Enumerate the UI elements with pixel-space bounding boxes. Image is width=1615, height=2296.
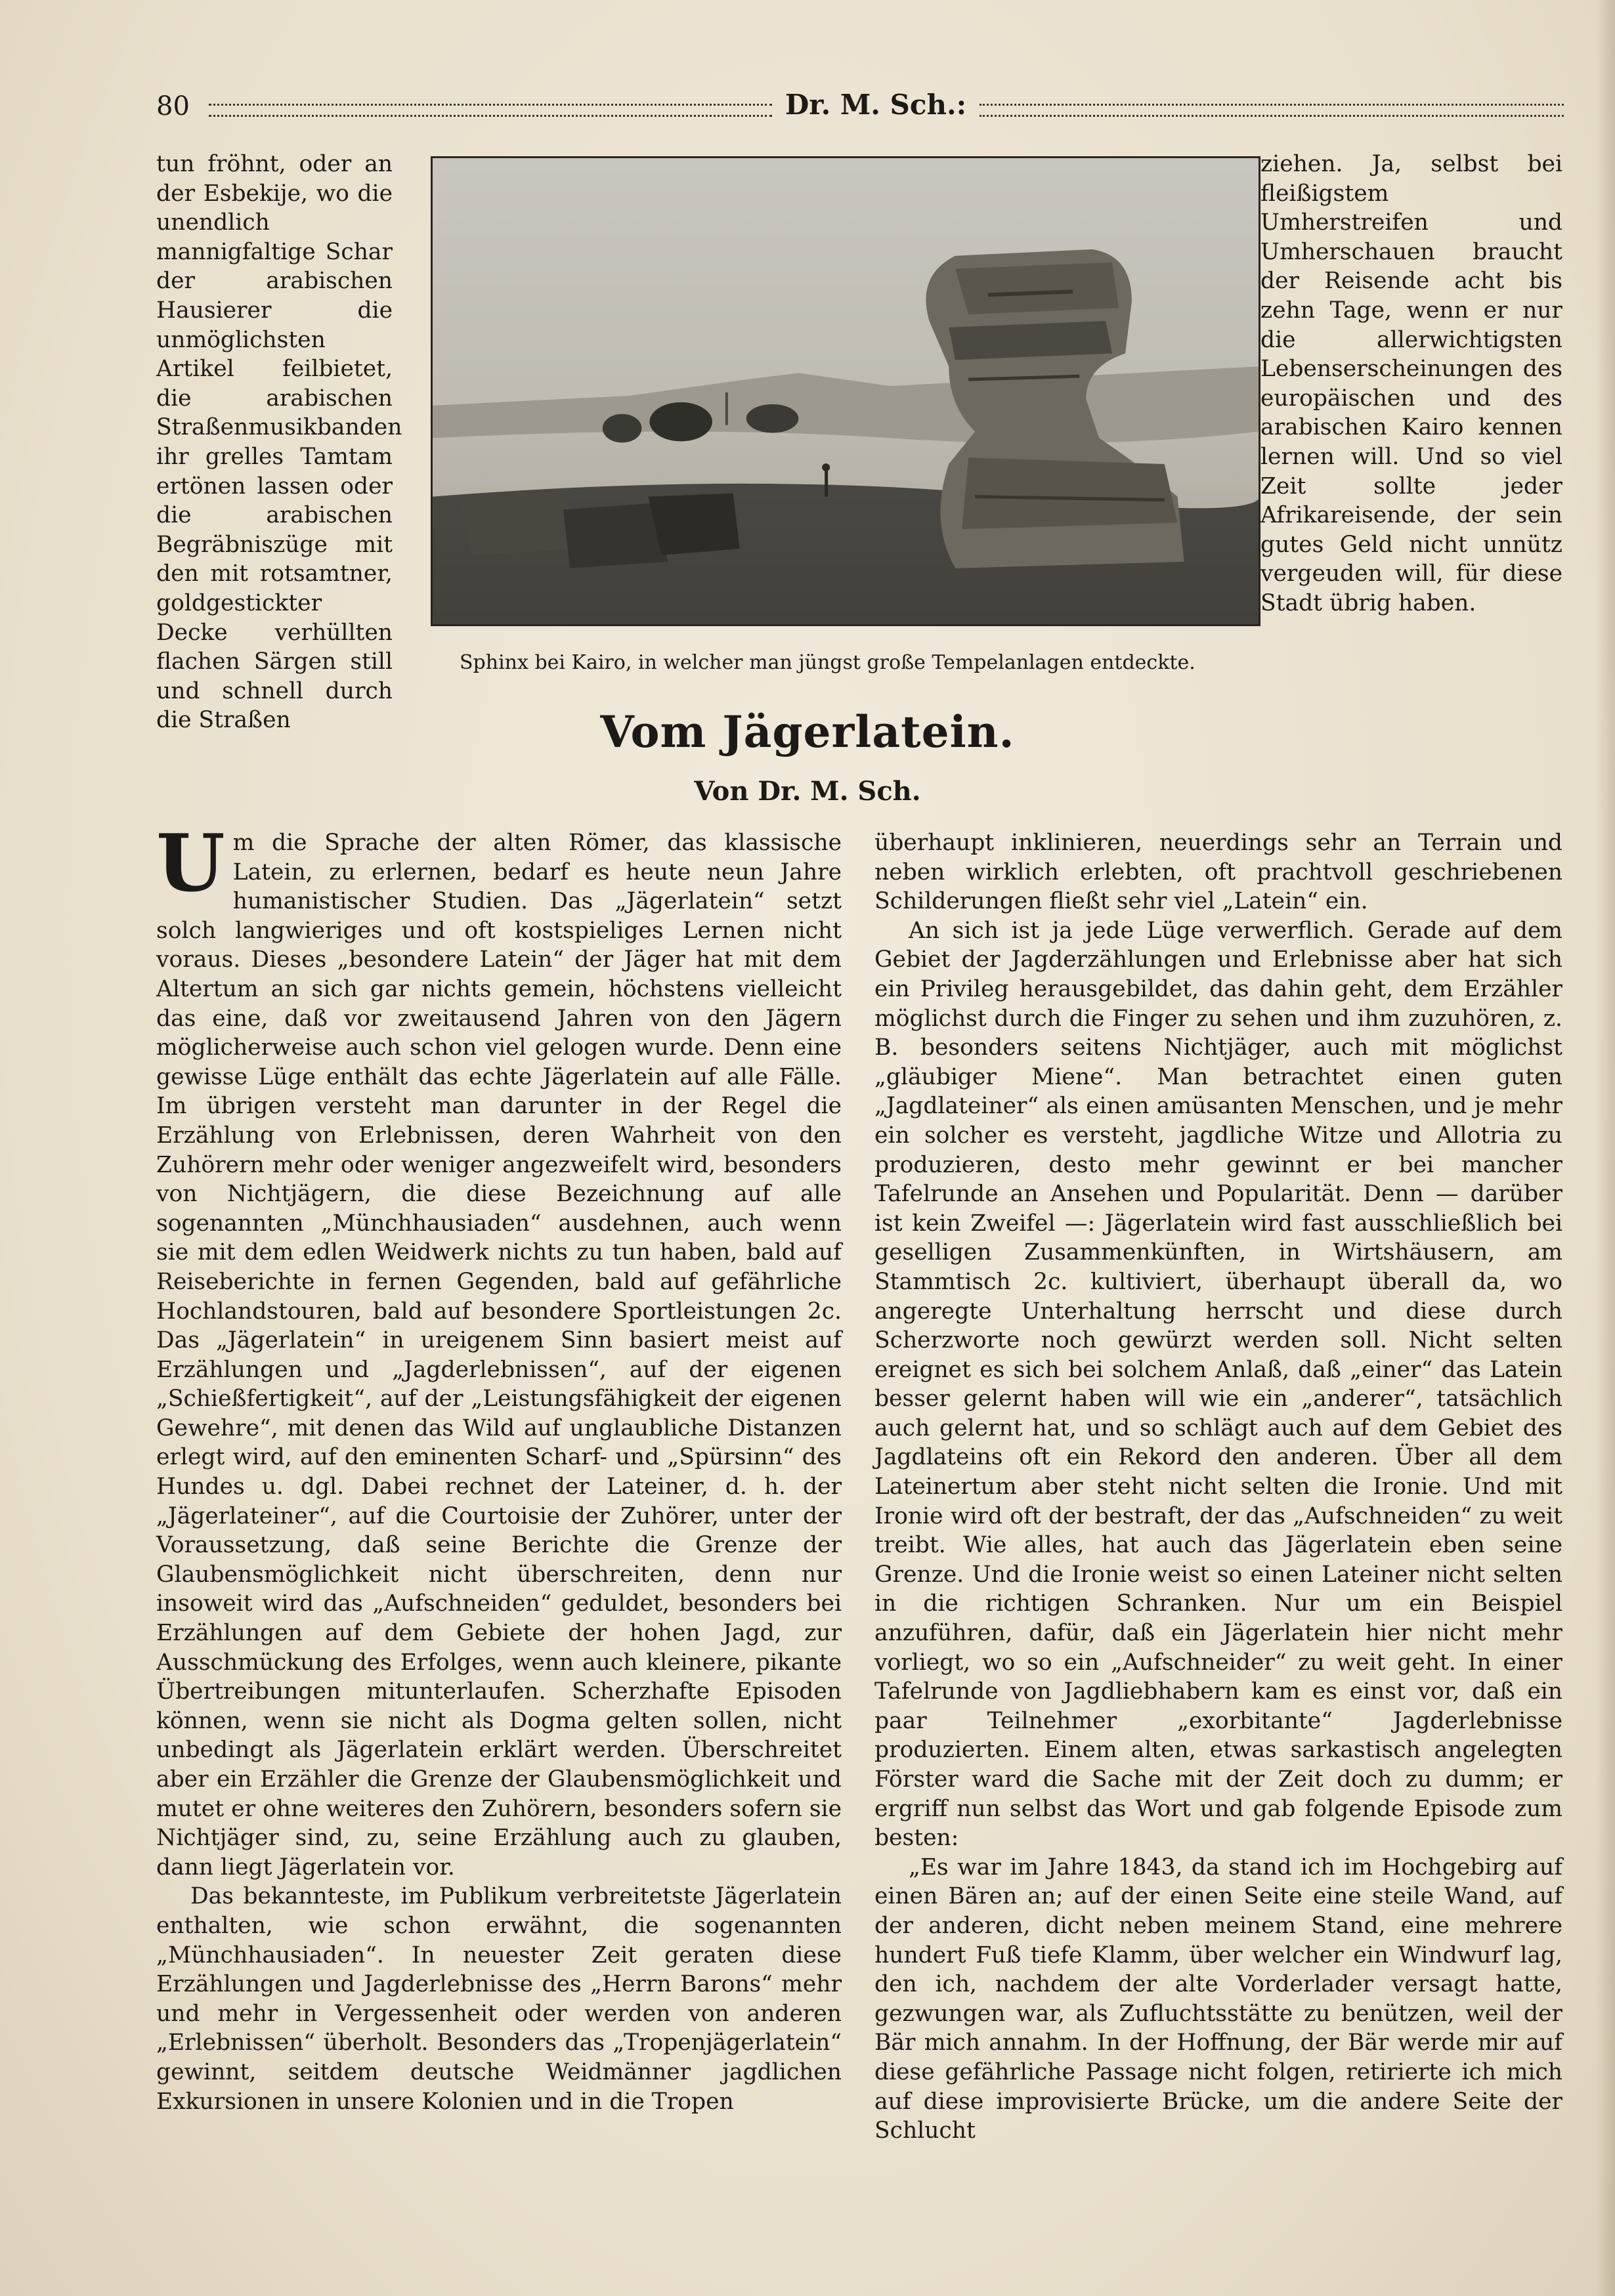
article-byline: Von Dr. M. Sch. bbox=[694, 776, 921, 807]
sphinx-image bbox=[433, 158, 1259, 624]
article-title: Vom Jägerlatein. bbox=[600, 706, 1015, 757]
top-left-text: tun fröhnt, oder an der Esbekije, wo die unendlich mannigfaltige Schar der arabischen Hausierer die unmöglichsten Artikel feilbietet, die arabischen Straßenmusikbanden ihr grelles Tamtam ertönen lassen oder die arabischen Begräbniszüge mit den mit rotsamtner, goldgestickter Decke verhüllten flachen Särgen still und schnell durch die Straßen bbox=[156, 151, 402, 734]
page-number: 80 bbox=[156, 91, 190, 121]
paragraph-text: m die Sprache der alten Römer, das klassische Latein, zu erlernen, bedarf es heute neun Jahre humanistischer Studien. Das „Jägerlatein“ setzt solch langwieriges und oft kostspieliges Lernen nicht voraus. Dieses „besondere Latein“ der Jäger hat mit dem Altertum an sich gar nichts gemein, höchstens vielleicht das eine, daß vor zweitausend Jahren von den Jägern möglicherweise auch schon viel gelogen wurde. Denn eine gewisse Lüge enthält das echte Jägerlatein auf alle Fälle. Im übrigen versteht man darunter in der Regel die Erzählung von Erlebnissen, deren Wahrheit von den Zuhörern mehr oder weniger angezweifelt wird, besonders von Nichtjägern, die diese Bezeichnung auf alle sogenannten „Münchhausiaden“ ausdehnen, auch wenn sie mit dem edlen Weidwerk nichts zu tun haben, bald auf Reiseberichte in fernen Gegenden, bald auf gefährliche Hochlandstouren, bald auf besondere Sportleistungen 2c. Das „Jägerlatein“ in ureigenem Sinn basiert meist auf Erzählungen und „Jagderlebnissen“, auf der eigenen „Schießfertigkeit“, auf der „Leistungsfähigkeit der eigenen Gewehre“, mit denen das Wild auf unglaubliche Distanzen erlegt wird, auf den eminenten Scharf- und „Spürsinn“ des Hundes u. dgl. Dabei rechnet der Lateiner, d. h. der „Jägerlateiner“, auf die Courtoisie der Zuhörer, unter der Voraussetzung, daß seine Berichte die Grenze der Glaubensmöglichkeit nicht überschreiten, denn nur insoweit wird das „Aufschneiden“ geduldet, besonders bei Erzählungen auf dem Gebiete der hohen Jagd, zur Ausschmückung des Erfolges, wenn auch kleinere, pikante Übertreibungen mitunterlaufen. Scherzhafte Episoden können, wenn sie nicht als Dogma gelten sollen, nicht unbedingt als Jägerlatein erklärt werden. Überschreitet aber ein Erzähler die Grenze der Glaubensmöglichkeit und mutet er ohne weiteres den Zuhörern, besonders sofern sie Nichtjäger sind, zu, seine Erzählung auch zu glauben, dann liegt Jägerlatein vor. bbox=[156, 830, 842, 1881]
page-edge-shadow bbox=[1595, 0, 1615, 2296]
paragraph: An sich ist ja jede Lüge verwerflich. Gerade auf dem Gebiet der Jagderzählungen und Erlebnisse aber hat sich ein Privileg herausgebildet, das dahin geht, dem Erzähler möglichst durch die Finger zu sehen und ihm zuzuhören, z. B. besonders seitens Nichtjäger, auch mit möglichst „gläubiger Miene“. Man betrachtet einen guten „Jagdlateiner“ als einen amüsanten Menschen, und je mehr ein solcher es versteht, jagdliche Witze und Allotria zu produzieren, desto mehr gewinnt er bei mancher Tafelrunde an Ansehen und Popularität. Denn — darüber ist kein Zweifel —: Jägerlatein wird fast ausschließlich bei geselligen Zusammenkünften, in Wirtshäusern, am Stammtisch 2c. kultiviert, überhaupt überall da, wo angeregte Unterhaltung herrscht und diese durch Scherzworte noch gewürzt werden soll. Nicht selten ereignet es sich bei solchem Anlaß, daß „einer“ das Latein besser gelernt haben will wie ein „anderer“, tatsächlich auch gelernt hat, und so schlägt auch auf dem Gebiet des Jagdlateins oft ein Rekord den anderen. Über all dem Lateinertum aber steht nicht selten die Ironie. Und mit Ironie wird oft der bestraft, der das „Aufschneiden“ zu weit treibt. Wie alles, hat auch das Jägerlatein eben seine Grenze. Und die Ironie weist so einen Lateiner nicht selten in die richtigen Schranken. Nur um ein Beispiel anzuführen, dafür, daß ein Jägerlatein hier nicht mehr vorliegt, wo so ein „Aufschneider“ zu weit geht. In einer Tafelrunde von Jagdliebhabern kam es einst vor, daß ein paar Teilnehmer „exorbitante“ Jagderlebnisse produzierten. Einem alten, etwas sarkastisch angelegten Förster ward die Sache mit der Zeit doch zu dumm; er ergriff nun selbst das Wort und gab folgende Episode zum besten: bbox=[874, 917, 1562, 1852]
figure-caption: Sphinx bei Kairo, in welcher man jüngst große Tempelanlagen entdeckte. bbox=[460, 651, 1195, 674]
sphinx-figure bbox=[431, 156, 1260, 635]
article-left-column bbox=[156, 817, 842, 2116]
top-right-text: ziehen. Ja, selbst bei fleißigstem Umherstreifen und Umherschauen braucht der Reisende acht bis zehn Tage, wenn er nur die allerwichtigsten Lebenserscheinungen des europäischen und des arabischen Kairo kennen lernen will. Und so viel Zeit sollte jeder Afrikareisende, der sein gutes Geld nicht unnütz vergeuden will, für diese Stadt übrig haben. bbox=[1260, 151, 1562, 616]
paragraph: „Es war im Jahre 1843, da stand ich im Hochgebirg auf einen Bären an; auf der einen Seite eine steile Wand, auf der anderen, dicht neben meinem Stand, eine mehrere hundert Fuß tiefe Klamm, über welcher ein Windwurf lag, den ich, nachdem der alte Vorderlader versagt hatte, gezwungen war, als Zufluchtsstätte zu benützen, weil der Bär mich annahm. In der Hoffnung, der Bär werde mir auf diese gefährliche Passage nicht folgen, retirierte ich mich auf diese improvisierte Brücke, um die andere Seite der Schlucht bbox=[874, 1854, 1562, 2144]
paragraph bbox=[156, 817, 842, 1882]
paragraph: Das bekannteste, im Publikum verbreitetste Jägerlatein enthalten, wie schon erwähnt, die sogenannten „Münchhausiaden“. In neuester Zeit geraten diese Erzählungen und Jagderlebnisse des „Herrn Barons“ mehr und mehr in Vergessenheit oder werden von anderen „Erlebnissen“ überholt. Besonders das „Tropenjägerlatein“ gewinnt, seitdem deutsche Weidmänner jagdlichen Exkursionen in unsere Kolonien und in die Tropen bbox=[156, 1883, 842, 2115]
paragraph: überhaupt inklinieren, neuerdings sehr an Terrain und neben wirklich erlebten, oft prachtvoll geschriebenen Schilderungen fließt sehr viel „Latein“ ein. bbox=[874, 830, 1562, 915]
header-ornament-left bbox=[209, 104, 772, 117]
header-ornament-right bbox=[980, 104, 1564, 117]
sphinx-photo bbox=[431, 156, 1260, 626]
drop-cap: U bbox=[156, 817, 225, 910]
article-right-column bbox=[874, 828, 1562, 2146]
top-right-column bbox=[1260, 150, 1562, 618]
running-title: Dr. M. Sch.: bbox=[785, 89, 967, 121]
top-left-column bbox=[156, 150, 402, 735]
